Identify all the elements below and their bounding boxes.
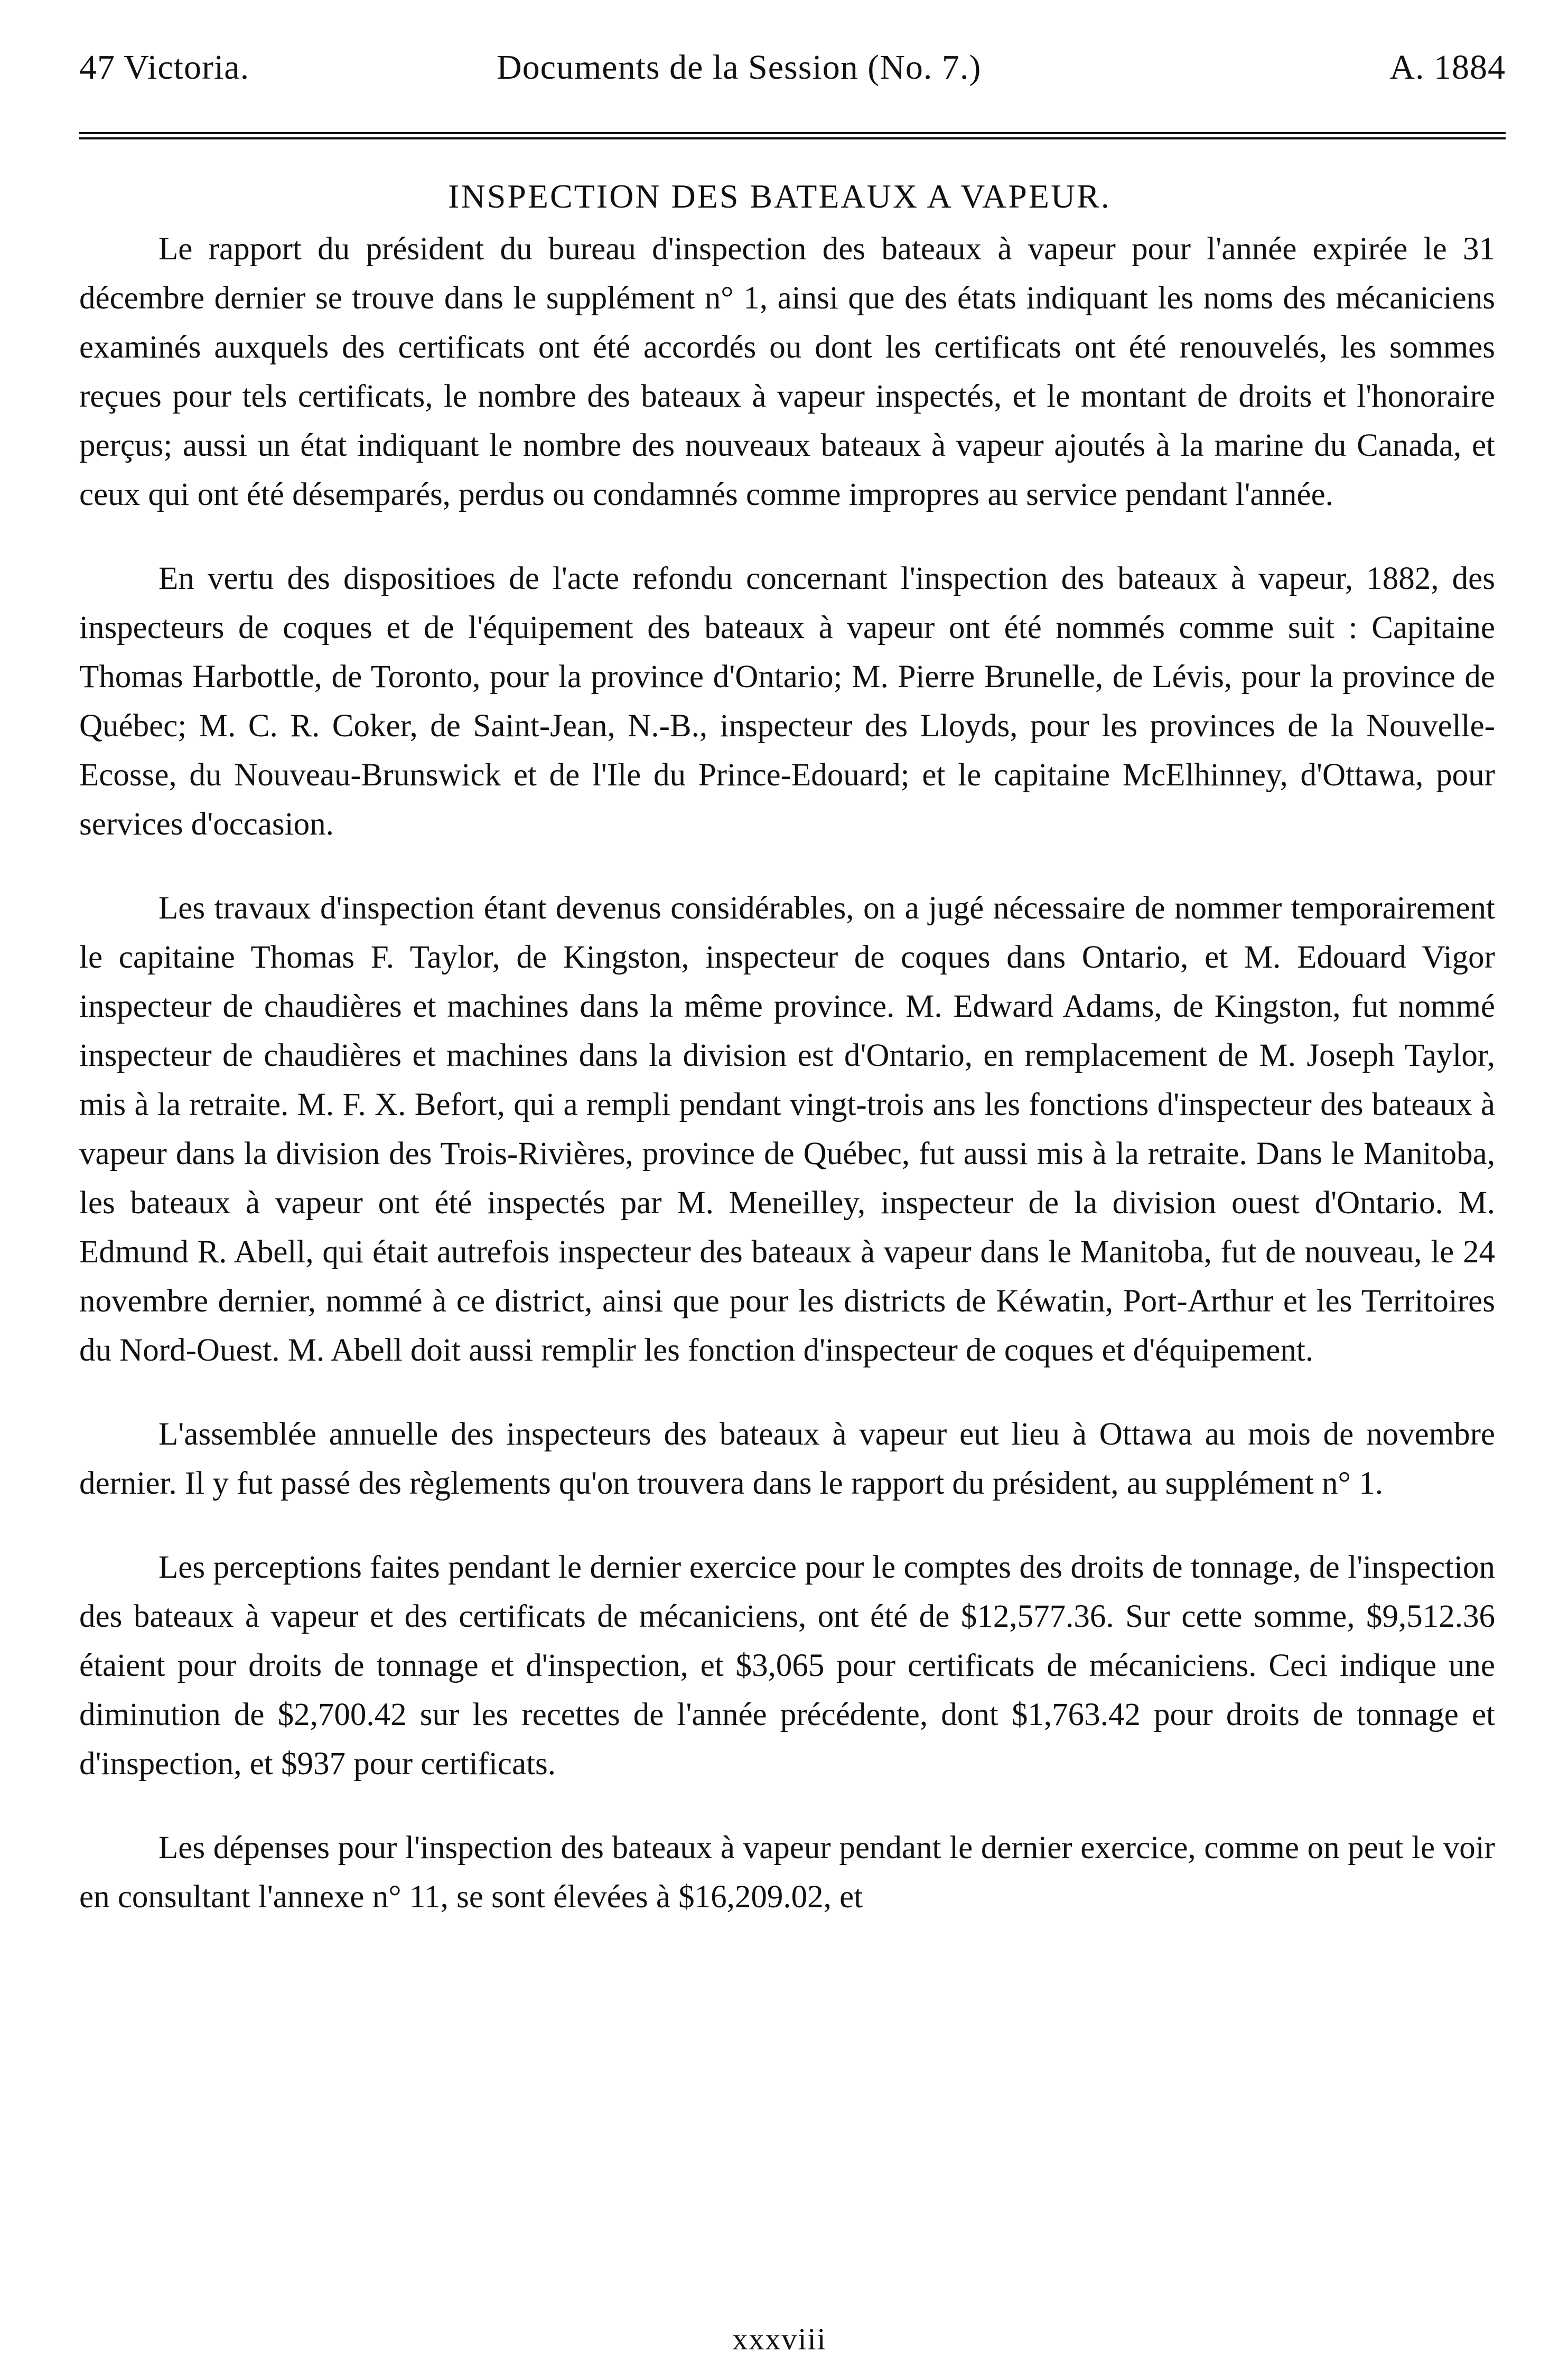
header-double-rule	[79, 132, 1506, 139]
running-head	[79, 48, 1506, 95]
running-head-title: Documents de la Session (No. 7.)	[497, 48, 982, 87]
running-head-year: A. 1884	[1389, 48, 1506, 87]
paragraph-expenses: Les dépenses pour l'inspection des bateaux à vapeur pendant le dernier exercice, comme on peut le voir en consultant l'annexe n° 11, se sont élevées à $16,209.02, et	[79, 1830, 1495, 1915]
body-text	[79, 224, 1495, 1956]
paragraph-annual-meeting: L'assemblée annuelle des inspecteurs des bateaux à vapeur eut lieu à Ottawa au mois de novembre dernier. Il y fut passé des règlements qu'on trouvera dans le rapport du président, au supplément n° 1.	[79, 1417, 1495, 1501]
paragraph-receipts: Les perceptions faites pendant le dernier exercice pour le comptes des droits de tonnage, de l'inspection des bateaux à vapeur et des certificats de mécaniciens, ont été de $12,577.36. Sur cette somme, $9,512.36 étaient pour droits de tonnage et d'inspection, et $3,065 pour certificats de mécaniciens. Ceci indique une diminution de $2,700.42 sur les recettes de l'année précédente, dont $1,763.42 pour droits de tonnage et d'inspection, et $937 pour certificats.	[79, 1550, 1495, 1782]
page-number: xxxviii	[732, 2322, 827, 2356]
paragraph-temporary-appointments: Les travaux d'inspection étant devenus considérables, on a jugé nécessaire de nommer temporairement le capitaine Thomas F. Taylor, de Kingston, inspecteur de coques dans Ontario, et M. Edouard Vigor inspecteur de chaudières et machines dans la même province. M. Edward Adams, de Kingston, fut nommé inspecteur de chaudières et machines dans la division est d'Ontario, en remplacement de M. Joseph Taylor, mis à la retraite. M. F. X. Befort, qui a rempli pendant vingt-trois ans les fonctions d'inspecteur des bateaux à vapeur dans la division des Trois-Rivières, province de Québec, fut aussi mis à la retraite. Dans le Manitoba, les bateaux à vapeur ont été inspectés par M. Meneilley, inspecteur de la division ouest d'Ontario. M. Edmund R. Abell, qui était autrefois inspecteur des bateaux à vapeur dans le Manitoba, fut de nouveau, le 24 novembre dernier, nommé à ce district, ainsi que pour les districts de Kéwatin, Port-Arthur et les Territoires du Nord-Ouest. M. Abell doit aussi remplir les fonction d'inspecteur de coques et d'équipement.	[79, 891, 1495, 1368]
running-head-volume: 47 Victoria.	[79, 48, 250, 87]
section-title: INSPECTION DES BATEAUX A VAPEUR.	[448, 177, 1111, 215]
paragraph-inspector-appointments: En vertu des dispositioes de l'acte refondu concernant l'inspection des bateaux à vapeur, 1882, des inspecteurs de coques et de l'équipement des bateaux à vapeur ont été nommés comme suit : Capitaine Thomas Harbottle, de Toronto, pour la province d'Ontario; M. Pierre Brunelle, de Lévis, pour la province de Québec; M. C. R. Coker, de Saint-Jean, N.-B., inspecteur des Lloyds, pour les provinces de la Nouvelle-Ecosse, du Nouveau-Brunswick et de l'Ile du Prince-Edouard; et le capitaine McElhinney, d'Ottawa, pour services d'occasion.	[79, 561, 1495, 842]
paragraph-annual-report: Le rapport du président du bureau d'inspection des bateaux à vapeur pour l'année expirée le 31 décembre dernier se trouve dans le supplément n° 1, ainsi que des états indiquant les noms des mécaniciens examinés auxquels des certificats ont été accordés ou dont les certificats ont été renouvelés, les sommes reçues pour tels certificats, le nombre des bateaux à vapeur inspectés, et le montant de droits et l'honoraire perçus; aussi un état indiquant le nombre des nouveaux bateaux à vapeur ajoutés à la marine du Canada, et ceux qui ont été désemparés, perdus ou condamnés comme impropres au service pendant l'année.	[79, 231, 1495, 512]
